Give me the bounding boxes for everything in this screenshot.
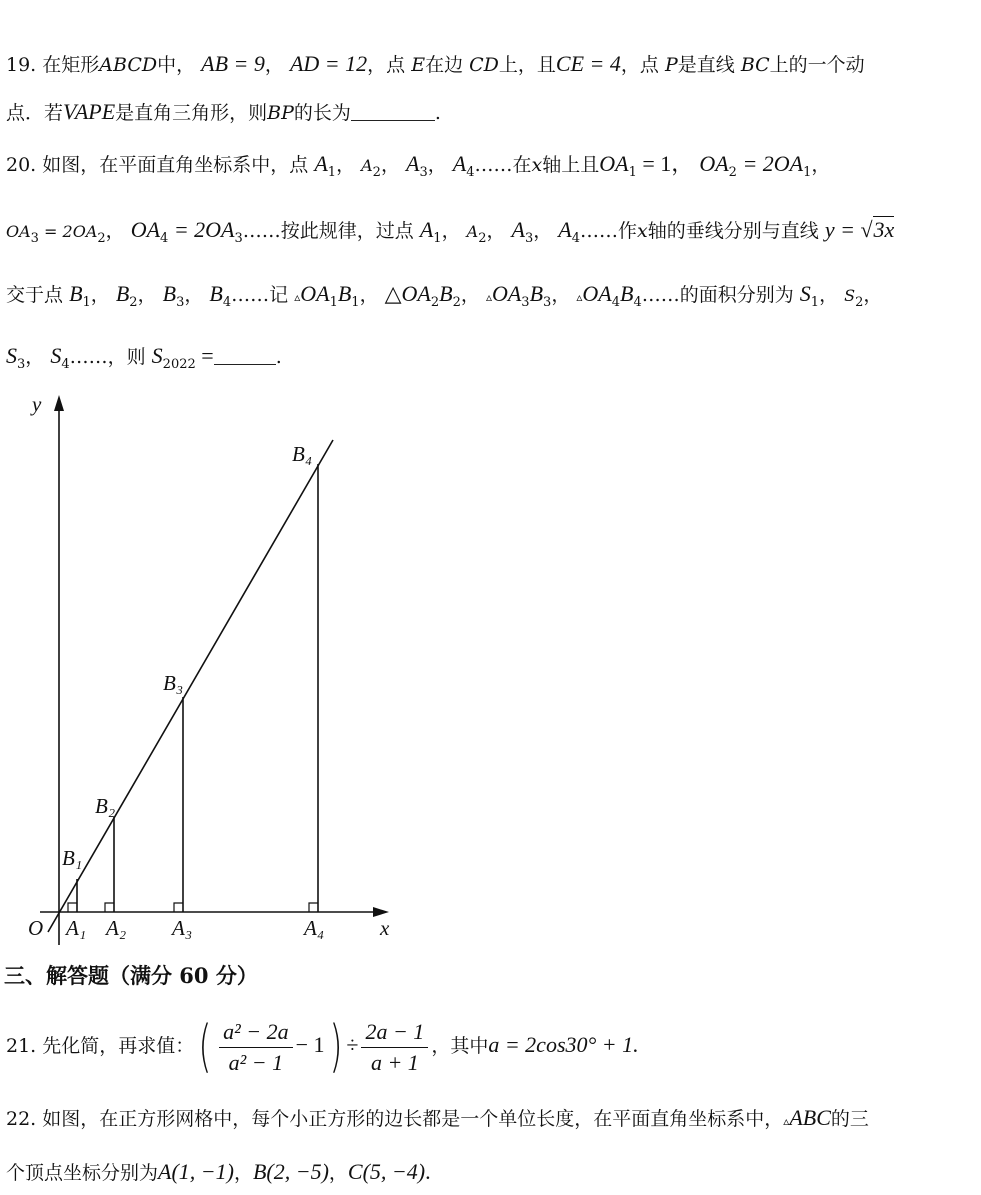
q20-line-1: 20. 如图，在平面直角坐标系中，点 $A_1$， $A_2$， $A_3$， $A_4\dots\dots$在x轴上且$OA_1 = 1$， $OA_2 = 2OA_1$， bbox=[6, 151, 831, 180]
q19-ad: AD = 12 bbox=[289, 51, 368, 76]
label-o: O bbox=[28, 916, 44, 940]
label-b4: B₄ bbox=[292, 442, 313, 466]
q22-point-c: C(5, −4) bbox=[347, 1159, 426, 1184]
label-b3: B₃ bbox=[163, 671, 184, 695]
label-a2: A₂ bbox=[106, 916, 127, 940]
q19-answer-blank bbox=[351, 102, 435, 121]
q21-number: 21. bbox=[6, 1035, 37, 1057]
q22-number: 22. bbox=[6, 1108, 37, 1130]
q21-condition: a = 2cos30° + 1. bbox=[488, 1032, 639, 1057]
line-y-sqrt3x bbox=[48, 440, 333, 932]
q19-line-2: 点．若VAPE是直角三角形，则BP的长为 . bbox=[6, 99, 441, 124]
q21-line: 21. 先化简，再求值：( $\frac{\text{a² − 2a}}{\text{a² − 1}}$ − 1) ÷ $\frac{2a - 1}{a + 1}$ ，其中a = 2cos30° + 1. bbox=[6, 1014, 639, 1079]
q22-point-a: A(1, −1) bbox=[158, 1159, 234, 1184]
label-b1: B₁ bbox=[62, 846, 83, 870]
q19-triangle: VAPE bbox=[63, 99, 116, 124]
q21-fraction-1: $\frac{\text{a² − 2a}}{\text{a² − 1}}$ bbox=[219, 1017, 292, 1078]
q20-sqrt-expr: 3x bbox=[873, 217, 895, 242]
q22-line-1: 22. 如图，在正方形网格中，每个小正方形的边长都是一个单位长度，在平面直角坐标系中，▵ABC的三 bbox=[6, 1105, 869, 1130]
q21-fraction-2: $\frac{2a - 1}{a + 1}$ bbox=[361, 1017, 428, 1078]
label-b2: B₂ bbox=[95, 794, 116, 818]
right-angle-a2 bbox=[105, 903, 114, 912]
right-angle-a3 bbox=[174, 903, 183, 912]
q20-figure bbox=[0, 385, 420, 950]
q22-point-b: B(2, −5) bbox=[252, 1159, 329, 1184]
q19-ce: CE = 4 bbox=[555, 51, 621, 76]
q20-answer-blank bbox=[214, 346, 276, 365]
q22-line-2: 个顶点坐标分别为A(1, −1)，B(2, −5)，C(5, −4). bbox=[6, 1159, 431, 1184]
right-angle-a4 bbox=[309, 903, 318, 912]
q20-line-2: $OA_3 = 2OA_2$， $OA_4$ = $2OA_3\dots\dots$按此规律，过点 $A_1$， $A_2$， $A_3$， $A_4\dots\dots$作x轴的垂线分别与直线 y = √3x bbox=[6, 217, 895, 246]
q20-line-4: $S_3$， $S_4\dots\dots$，则 $S_{2022}$ = . bbox=[6, 343, 282, 372]
right-angle-a1 bbox=[68, 903, 77, 912]
y-axis-arrow bbox=[54, 395, 64, 411]
q19-ab: AB = 9 bbox=[201, 51, 265, 76]
q20-line-3: 交于点 $B_1$， $B_2$， $B_3$， $B_4\dots\dots$记 $▵OA_1B_1$， $\triangle OA_2B_2$， $▵OA_3B_3$， $▵OA_4B_4\dots\dots$的面积分别为 $S_1$， $S_2$， bbox=[6, 281, 883, 310]
section-3-heading: 三、解答题（满分 60 分） bbox=[4, 963, 258, 988]
label-a1: A₁ bbox=[66, 916, 87, 940]
q20-number: 20. bbox=[6, 154, 37, 176]
label-y: y bbox=[32, 392, 42, 416]
label-a4: A₄ bbox=[304, 916, 325, 940]
q19-number: 19. bbox=[6, 54, 37, 76]
label-x: x bbox=[380, 916, 390, 940]
q19-line-1: 19. 在矩形ABCD中， AB = 9， AD = 12，点 E在边 CD上，且CE = 4，点 P是直线 BC上的一个动 bbox=[6, 51, 865, 76]
label-a3: A₃ bbox=[172, 916, 193, 940]
